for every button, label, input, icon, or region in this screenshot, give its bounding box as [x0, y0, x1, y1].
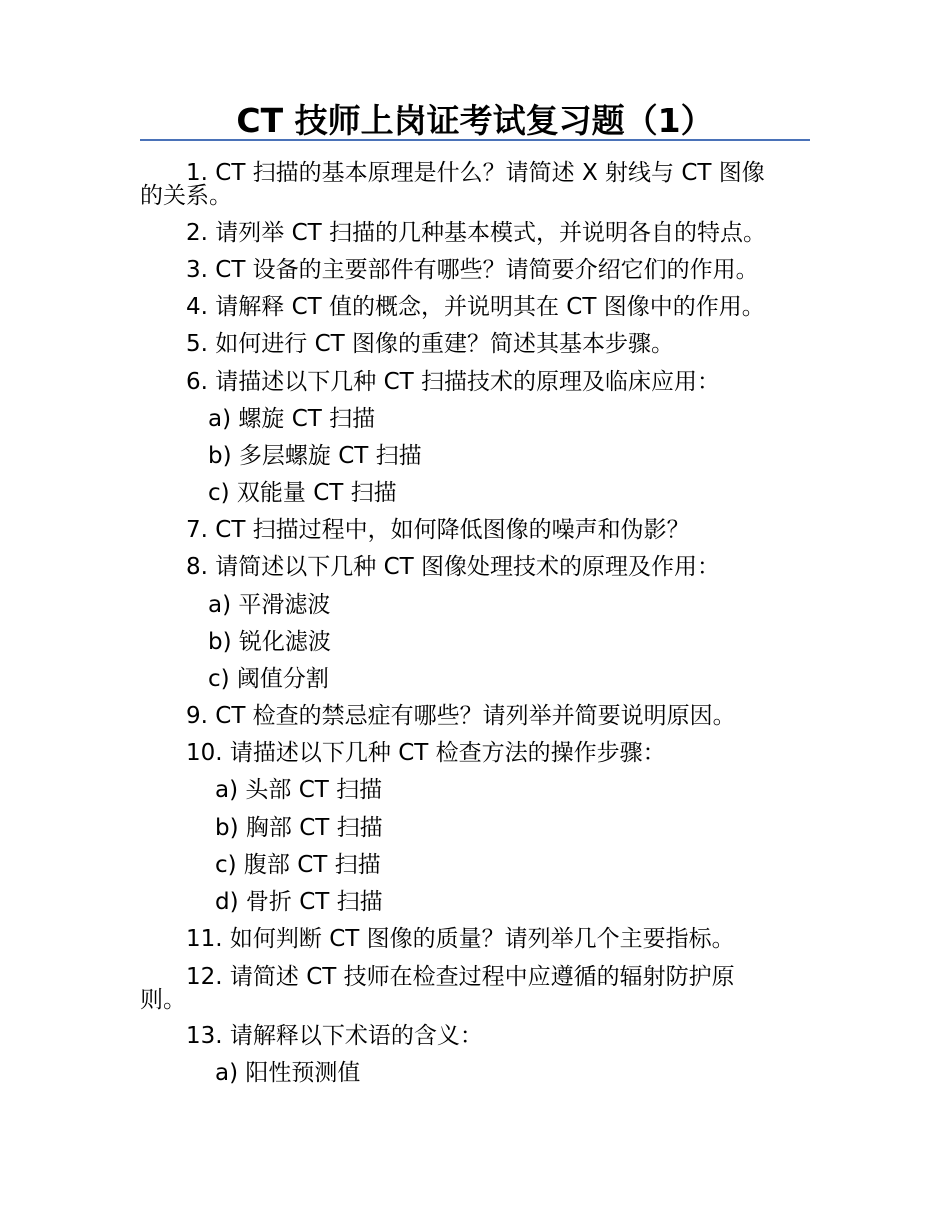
question-10-option-a: a) 头部 CT 扫描 — [215, 777, 383, 803]
document-title: CT 技师上岗证考试复习题（1） — [236, 101, 714, 140]
question-10-option-d: d) 骨折 CT 扫描 — [215, 889, 383, 915]
question-8-option-a: a) 平滑滤波 — [208, 592, 331, 618]
question-8-option-b: b) 锐化滤波 — [208, 629, 331, 655]
question-3: 3. CT 设备的主要部件有哪些？请简要介绍它们的作用。 — [186, 257, 759, 283]
question-8: 8. 请简述以下几种 CT 图像处理技术的原理及作用： — [186, 554, 720, 580]
question-12-line-2: 则。 — [140, 987, 186, 1013]
question-13: 13. 请解释以下术语的含义： — [186, 1023, 483, 1049]
question-11: 11. 如何判断 CT 图像的质量？请列举几个主要指标。 — [186, 926, 735, 952]
question-6: 6. 请描述以下几种 CT 扫描技术的原理及临床应用： — [186, 369, 720, 395]
question-7: 7. CT 扫描过程中，如何降低图像的噪声和伪影？ — [186, 517, 690, 543]
question-9: 9. CT 检查的禁忌症有哪些？请列举并简要说明原因。 — [186, 703, 736, 729]
question-6-option-a: a) 螺旋 CT 扫描 — [208, 406, 376, 432]
question-12-line-1: 12. 请简述 CT 技师在检查过程中应遵循的辐射防护原 — [186, 964, 735, 990]
question-13-option-a: a) 阳性预测值 — [215, 1060, 361, 1086]
question-5: 5. 如何进行 CT 图像的重建？简述其基本步骤。 — [186, 331, 674, 357]
title-underline — [140, 139, 810, 141]
question-10: 10. 请描述以下几种 CT 检查方法的操作步骤： — [186, 740, 666, 766]
question-1-line-1: 1. CT 扫描的基本原理是什么？请简述 X 射线与 CT 图像 — [186, 160, 765, 186]
question-10-option-b: b) 胸部 CT 扫描 — [215, 815, 383, 841]
question-4: 4. 请解释 CT 值的概念，并说明其在 CT 图像中的作用。 — [186, 294, 765, 320]
question-10-option-c: c) 腹部 CT 扫描 — [215, 852, 381, 878]
question-8-option-c: c) 阈值分割 — [208, 666, 329, 692]
question-1-line-2: 的关系。 — [140, 183, 232, 209]
question-2: 2. 请列举 CT 扫描的几种基本模式，并说明各自的特点。 — [186, 220, 766, 246]
question-6-option-b: b) 多层螺旋 CT 扫描 — [208, 443, 422, 469]
question-6-option-c: c) 双能量 CT 扫描 — [208, 480, 397, 506]
